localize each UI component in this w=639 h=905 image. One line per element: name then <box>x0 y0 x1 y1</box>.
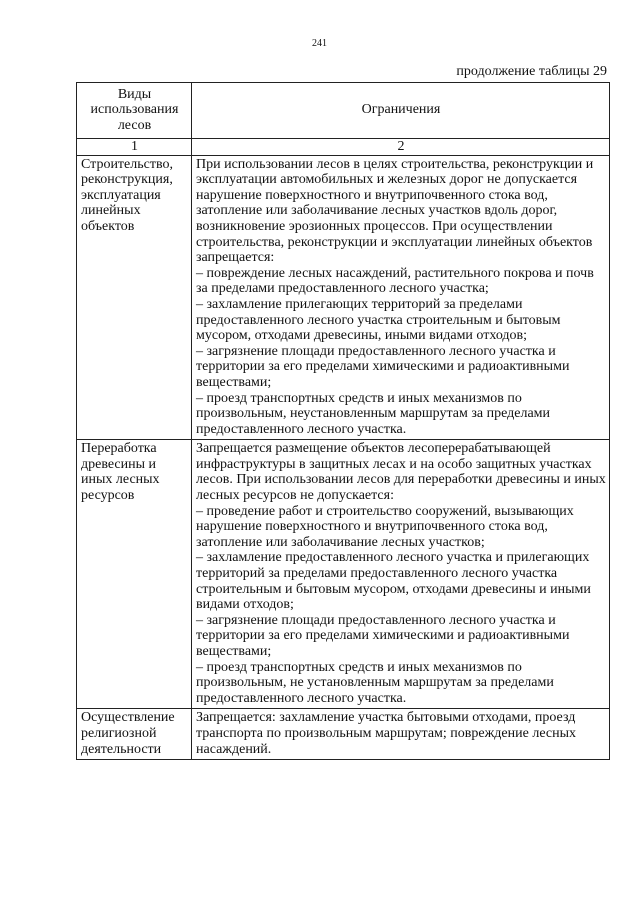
restrictions-cell <box>192 155 610 440</box>
restrictions-cell <box>192 709 610 760</box>
restriction-item: – загрязнение площади предоставленного лесного участка и территории за его пределами химическими и радиоактивными веществами; <box>196 343 570 390</box>
restriction-item: – проезд транспортных средств и иных механизмов по произвольным, неустановленным маршрутам за пределами предоставленного лесного участка. <box>196 390 551 437</box>
restriction-paragraph: Запрещается размещение объектов лесоперерабатывающей инфраструктуры в защитных лесах и на особо защитных участках лесов. При использовании лесов для переработки древесины и иных лесных ресурсов не допускается: <box>196 441 606 504</box>
restriction-item: – загрязнение площади предоставленного лесного участка и территории за его пределами химическими и радиоактивными веществами; <box>196 612 570 659</box>
column-header-usage-type: Виды использования лесов <box>77 83 192 139</box>
usage-type-cell: Строительство, реконструкция, эксплуатация линейных объектов <box>77 155 192 440</box>
restriction-paragraph: При использовании лесов в целях строительства, реконструкции и эксплуатации автомобильных и железных дорог не допускается нарушение поверхностного и внутрипочвенного стока вод, затопление или заболачивание лесных участков вдоль дорог, возникновение эрозионных процессов. При осуществлении строительства, реконструкции и эксплуатации линейных объектов запрещается: <box>196 156 594 266</box>
table-continuation-label: продолжение таблицы 29 <box>456 64 607 79</box>
table-header-row <box>77 83 610 139</box>
column-number-row <box>77 139 610 156</box>
column-number-2: 2 <box>192 139 610 156</box>
table-row <box>77 709 610 760</box>
restriction-item: – повреждение лесных насаждений, растительного покрова и почв за пределами предоставленного лесного участка; <box>196 265 594 297</box>
restriction-paragraph: Запрещается: захламление участка бытовыми отходами, проезд транспорта по произвольным маршрутам; повреждение лесных насаждений. <box>196 710 576 757</box>
restriction-item: – захламление прилегающих территорий за пределами предоставленного лесного участка строительным и бытовым мусором, отходами древесины, иными видами отходов; <box>196 296 561 344</box>
restrictions-table <box>76 82 610 760</box>
table-row <box>77 155 610 440</box>
column-header-restrictions: Ограничения <box>192 83 610 139</box>
usage-type-cell: Переработка древесины и иных лесных ресурсов <box>77 440 192 709</box>
restriction-item: – проведение работ и строительство сооружений, вызывающих нарушение поверхностного и внутрипочвенного стока вод, затопление или заболачивание лесных участков; <box>196 503 574 550</box>
restrictions-cell <box>192 440 610 709</box>
restriction-item: – захламление предоставленного лесного участка и прилегающих территорий за пределами предоставленного лесного участка строительным и бытовым мусором, отходами древесины и иными видами отходов; <box>196 550 591 613</box>
restriction-item: – проезд транспортных средств и иных механизмов по произвольным, не установленным маршрутам за пределами предоставленного лесного участка. <box>196 659 554 706</box>
column-number-1: 1 <box>77 139 192 156</box>
usage-type-cell: Осуществление религиозной деятельности <box>77 709 192 760</box>
page-number: 241 <box>312 38 327 49</box>
table-row <box>77 440 610 709</box>
